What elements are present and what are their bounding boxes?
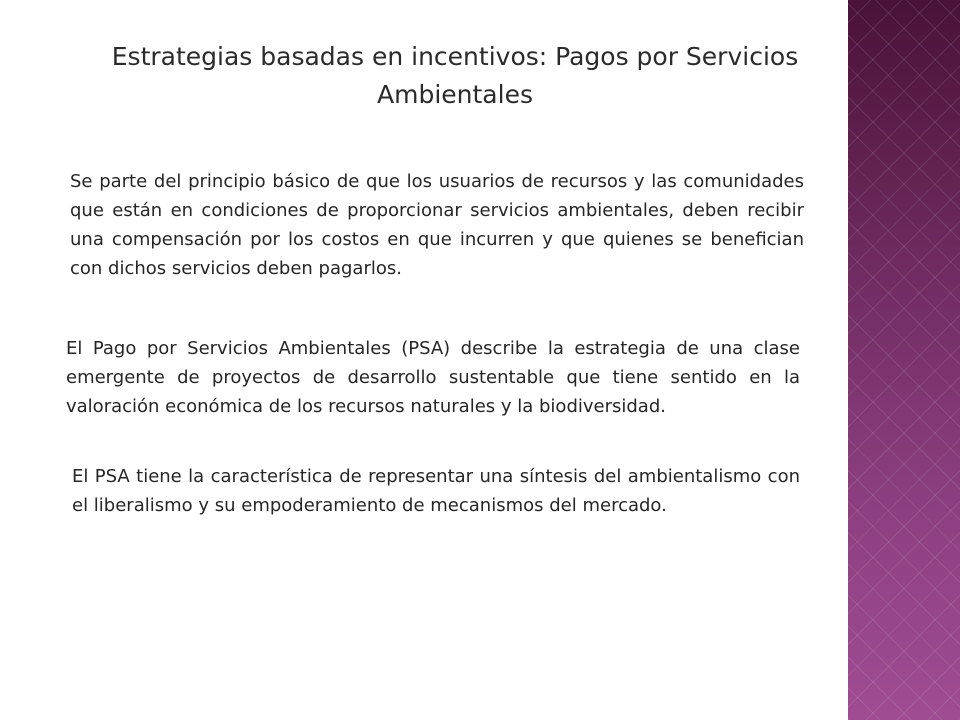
decorative-side-band [848,0,960,720]
paragraph-psa-caracteristica: El PSA tiene la característica de representar una síntesis del ambientalismo con el liberalismo y su empoderamiento de mecanismos del mercado. [72,466,800,516]
slide-title: Estrategias basadas en incentivos: Pagos por Servicios Ambientales [111,42,799,109]
paragraph-principio: Se parte del principio básico de que los usuarios de recursos y las comunidades que están en condiciones de proporcionar servicios ambientales, deben recibir una compensación por los costos en que incurren y que quienes se benefician con dichos servicios deben pagarlos. [70,171,804,279]
paragraph-psa-definicion: El Pago por Servicios Ambientales (PSA) describe la estrategia de una clase emergente de proyectos de desarrollo sustentable que tiene sentido en la valoración económica de los recursos naturales y la biodiversidad. [66,338,800,417]
